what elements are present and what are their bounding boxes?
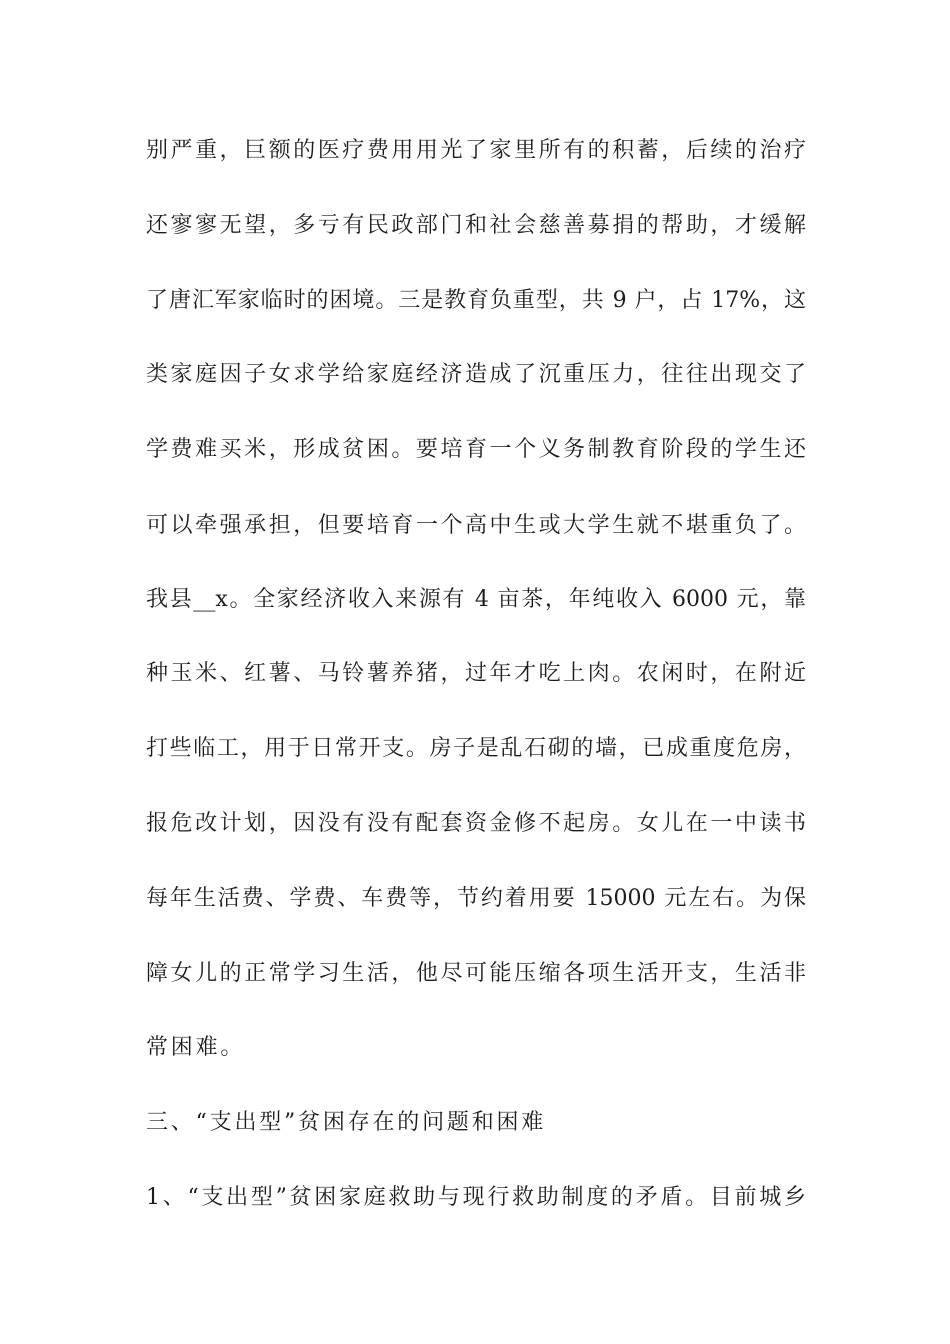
paragraph-line: 了唐汇军家临时的困境。三是教育负重型，共 9 户，占 17%，这	[146, 288, 806, 313]
list-item-1: 1、“支出型”贫困家庭救助与现行救助制度的矛盾。目前城乡	[146, 1185, 806, 1210]
section-heading: 三、“支出型”贫困存在的问题和困难	[146, 1110, 547, 1135]
paragraph-line: 别严重，巨额的医疗费用用光了家里所有的积蓄，后续的治疗	[146, 138, 806, 163]
paragraph-line: 类家庭因子女求学给家庭经济造成了沉重压力，往往出现交了	[146, 362, 806, 387]
paragraph-line: 种玉米、红薯、马铃薯养猪，过年才吃上肉。农闲时，在附近	[146, 661, 806, 686]
paragraph-line: 还寥寥无望，多亏有民政部门和社会慈善募捐的帮助，才缓解	[146, 213, 806, 238]
paragraph-line: 学费难买米，形成贫困。要培育一个义务制教育阶段的学生还	[146, 437, 806, 462]
paragraph-line: 我县__x。全家经济收入来源有 4 亩茶，年纯收入 6000 元，靠	[146, 587, 806, 612]
paragraph-line: 障女儿的正常学习生活，他尽可能压缩各项生活开支，生活非	[146, 961, 806, 986]
paragraph-line: 打些临工，用于日常开支。房子是乱石砌的墙，已成重度危房，	[146, 736, 806, 761]
paragraph-line-last: 常困难。	[146, 1035, 246, 1060]
paragraph-line: 可以牵强承担，但要培育一个高中生或大学生就不堪重负了。	[146, 513, 806, 538]
paragraph-line: 每年生活费、学费、车费等，节约着用要 15000 元左右。为保	[146, 886, 806, 911]
paragraph-line: 报危改计划，因没有没有配套资金修不起房。女儿在一中读书	[146, 811, 806, 836]
